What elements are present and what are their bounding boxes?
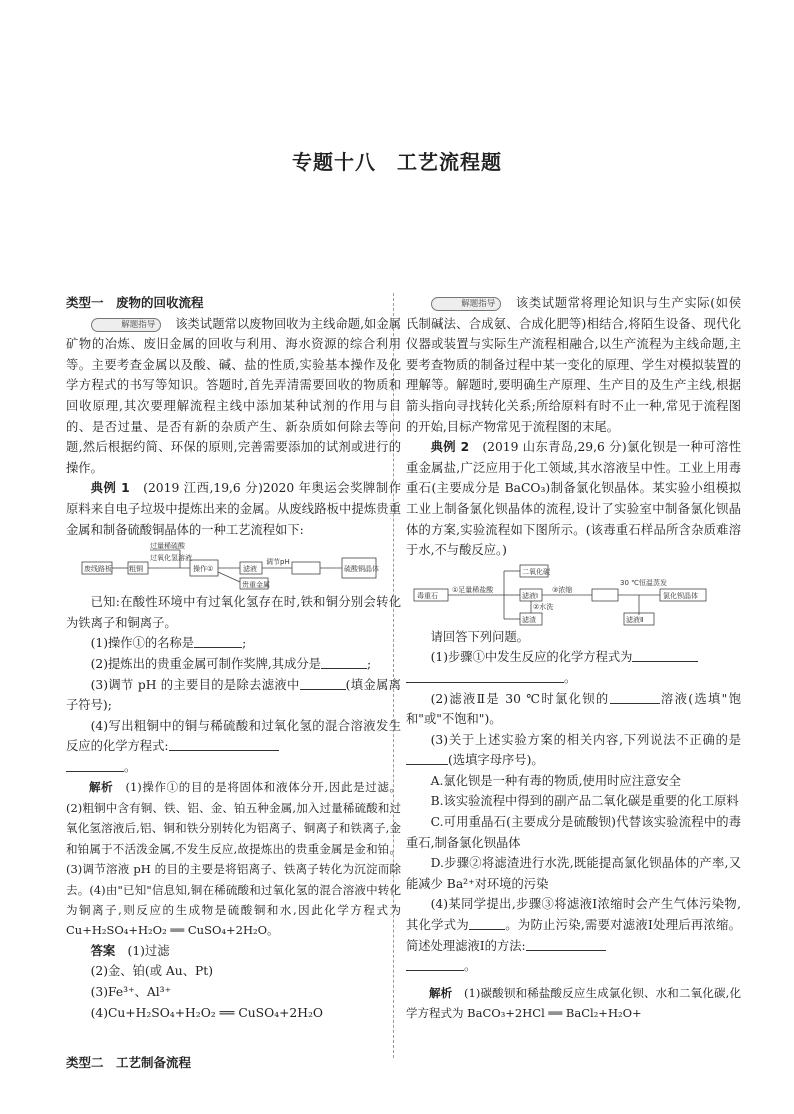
known-info: 已知:在酸性环境中有过氧化氢存在时,铁和铜分别会转化为铁离子和铜离子。 xyxy=(66,595,401,630)
answer-blank[interactable] xyxy=(321,656,367,669)
left-column xyxy=(66,293,401,1074)
flow1-label: 过氧化氢溶液 xyxy=(150,554,192,563)
question-3: (3)关于上述实验方案的相关内容,下列说法不正确的是(选填字母序号)。 xyxy=(406,730,741,771)
type2-intro: 解题指导 该类试题常将理论知识与生产实际(如侯氏制碱法、合成氨、合成化肥等)相结合,将陌生设备、现代化仪器或装置与实际生产流程相融合,以生产流程为主线命题,主要考查物质的制备过程中某一变化的原理、学生对模拟装置的理解等。解题时,要明确生产原理、生产目的及生产主线,根据箭头指向寻找转化关系;所给原料有时不止一种,常见于流程图的开始,目标产物常见于流程图的末尾。 xyxy=(406,296,741,434)
answer-item: (4)Cu+H₂SO₄+H₂O₂ ══ CuSO₄+2H₂O xyxy=(90,1005,323,1020)
type1-heading: 类型一 废物的回收流程 xyxy=(66,295,204,310)
guide-tag: 解题指导 xyxy=(431,297,502,311)
analysis-1: 解析 (1)操作①的目的是将固体和液体分开,因此是过滤。(2)粗铜中含有铜、铁、铝、金、铂五种金属,加入过量稀硫酸和过氧化氢溶液后,铝、铜和铁分别转化为铝离子、铜离子和铁离子,金和铂属于不活泼金属,不发生反应,故提炼出的贵重金属是金和铂。(3)调节溶液 pH 的目的主要是将铝离子、铁离子转化为沉淀而除去。(4)由"已知"信息知,铜在稀硫酸和过氧化氢的混合溶液中转化为铜离子,则反应的生成物是硫酸铜和水,因此化学方程式为 Cu+H₂SO₄+H₂O₂ ══ CuSO₄+2H₂O。 xyxy=(66,780,402,938)
option-a: A.氯化钡是一种有毒的物质,使用时应注意安全 xyxy=(430,773,681,788)
question-3: (3)调节 pH 的主要目的是除去滤液中 (填金属离子符号); xyxy=(66,677,401,713)
answer-blank[interactable] xyxy=(406,752,448,765)
flow2-label: ①足量稀盐酸 xyxy=(452,585,494,594)
flow1-label: 调节pH xyxy=(266,558,290,567)
type2-heading: 类型二 工艺制备流程 xyxy=(66,1055,192,1071)
flow-diagram-2 xyxy=(412,563,741,627)
flow2-label: 二氧化碳 xyxy=(522,567,550,576)
flow2-label: ③浓缩 xyxy=(552,585,573,594)
right-column xyxy=(406,293,741,1024)
answer-blank[interactable] xyxy=(469,917,505,930)
flow2-label: 毒重石 xyxy=(417,591,438,600)
question-4: (4)某同学提出,步骤③将滤液Ⅰ浓缩时会产生气体污染物,其化学式为 。为防止污染,需要对滤液Ⅰ处理后再浓缩。简述处理滤液Ⅰ的方法: 。 xyxy=(406,897,741,974)
flow2-label: 氯化钡晶体 xyxy=(663,591,698,600)
answer-item: (3)Fe³⁺、Al³⁺ xyxy=(90,984,172,999)
answer-blank[interactable] xyxy=(300,677,346,690)
answer-item: (2)金、铂(或 Au、Pt) xyxy=(90,964,214,979)
flow1-label: 硫酸铜晶体 xyxy=(344,565,379,574)
question-1: (1)步骤①中发生反应的化学方程式为 。 xyxy=(406,647,741,688)
please-answer: 请回答下列问题。 xyxy=(430,629,529,644)
answer-blank[interactable] xyxy=(169,738,279,751)
option-b: B.该实验流程中得到的副产品二氧化碳是重要的化工原料 xyxy=(430,794,739,809)
flow2-label: ②水洗 xyxy=(533,602,554,611)
flow1-label: 滤液 xyxy=(243,565,257,574)
page-title: 专题十八 工艺流程题 xyxy=(292,150,502,174)
guide-tag: 解题指导 xyxy=(91,318,162,332)
flow1-label: 废线路板 xyxy=(84,565,112,574)
answer-block: 答案 (1)过滤 xyxy=(90,943,170,958)
example1: 典例 1 (2019 江西,19,6 分)2020 年奥运会奖牌制作原料来自电子垃圾中提炼出来的金属。从废线路板中提炼贵重金属和制备硫酸铜晶体的一种工艺流程如下: xyxy=(66,481,401,537)
flow2-label: 滤液Ⅱ xyxy=(626,615,644,624)
answer-blank[interactable] xyxy=(610,691,660,704)
flow-diagram-1 xyxy=(80,542,401,592)
answer-item: (1)过滤 xyxy=(127,943,170,958)
answer-blank[interactable] xyxy=(406,670,564,683)
option-d: D.步骤②将滤渣进行水洗,既能提高氯化钡晶体的产率,又能减少 Ba²⁺对环境的污染 xyxy=(406,856,741,891)
flow1-label: 操作① xyxy=(193,565,214,574)
flow2-label: 滤液Ⅰ xyxy=(522,591,539,600)
question-2: (2)提炼出的贵重金属可制作奖牌,其成分是 ; xyxy=(90,656,372,671)
answer-blank[interactable] xyxy=(526,938,606,951)
question-2: (2)滤液Ⅱ是 30 ℃时氯化钡的 溶液(选填"饱和"或"不饱和")。 xyxy=(406,691,741,727)
flow1-label: 过量稀硫酸 xyxy=(150,542,185,551)
answer-blank[interactable] xyxy=(632,649,698,662)
question-4: (4)写出粗铜中的铜与稀硫酸和过氧化氢的混合溶液发生反应的化学方程式: 。 xyxy=(66,718,401,774)
answer-blank[interactable] xyxy=(194,635,242,648)
flow2-label: 滤渣 xyxy=(522,615,536,624)
question-1: (1)操作①的名称是 ; xyxy=(90,636,247,651)
option-c: C.可用重晶石(主要成分是硫酸钡)代替该实验流程中的毒重石,制备氯化钡晶体 xyxy=(406,815,741,850)
type1-intro: 解题指导 该类试题常以废物回收为主线命题,如金属矿物的冶炼、废旧金属的回收与利用、海水资源的综合利用等。主要考查金属以及酸、碱、盐的性质,实验基本操作及化学方程式的书写等知识。答题时,首先弄清需要回收的物质和回收原理,其次要理解流程主线中添加某种试剂的作用与目的、是否过量、是否有新的杂质产生、新杂质如何除去等问题,然后根据约简、环保的原则,完善需要添加的试剂或进行的操作。 xyxy=(66,316,401,475)
analysis-2: 解析 (1)碳酸钡和稀盐酸反应生成氯化钡、水和二氧化碳,化学方程式为 BaCO₃+2HCl ══ BaCl₂+H₂O+ xyxy=(406,985,742,1021)
answer-blank[interactable] xyxy=(406,958,464,971)
answer-blank[interactable] xyxy=(66,759,124,772)
flow1-label: 粗铜 xyxy=(129,565,143,574)
example2: 典例 2 (2019 山东青岛,29,6 分)氯化钡是一种可溶性重金属盐,广泛应用于化工领域,其水溶液呈中性。工业上用毒重石(主要成分是 BaCO₃)制备氯化钡晶体。某实验小组模拟工业上制备氯化钡晶体的流程,设计了实验室中制备氯化钡晶体的方案,实验流程如下图所示。(该毒重石样品所含杂质难溶于水,不与酸反应。) xyxy=(406,440,741,558)
flow1-label: 贵重金属 xyxy=(242,581,270,590)
flow2-label: 30 ℃恒温蒸发 xyxy=(620,578,667,587)
